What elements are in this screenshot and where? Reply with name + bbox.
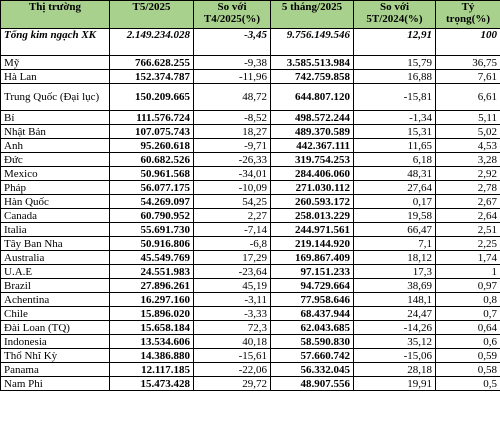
share-cell: 1: [436, 265, 500, 279]
header-t5-2025: T5/2025: [110, 1, 194, 29]
t5-2025-cell: 60.682.526: [110, 153, 194, 167]
t5-2025-cell: 50.961.568: [110, 167, 194, 181]
market-cell: Panama: [1, 363, 110, 377]
t5-2025-cell: 16.297.160: [110, 293, 194, 307]
header-row: [1, 1, 500, 29]
share-cell: 0,8: [436, 293, 500, 307]
t5-2025-cell: 111.576.724: [110, 111, 194, 125]
t5-2025-cell: 15.896.020: [110, 307, 194, 321]
market-cell: Italia: [1, 223, 110, 237]
table-body: [1, 29, 500, 391]
vs-5t-2024-cell: 12,91: [354, 29, 436, 56]
vs-t4-cell: -23,64: [194, 265, 271, 279]
vs-t4-cell: -7,14: [194, 223, 271, 237]
vs-t4-cell: 18,27: [194, 125, 271, 139]
share-cell: 2,78: [436, 181, 500, 195]
market-cell: Brazil: [1, 279, 110, 293]
vs-t4-cell: -15,61: [194, 349, 271, 363]
t5-2025-cell: 152.374.787: [110, 70, 194, 84]
market-cell: Indonesia: [1, 335, 110, 349]
share-cell: 36,75: [436, 56, 500, 70]
vs-5t-2024-cell: 66,47: [354, 223, 436, 237]
market-cell: Nam Phi: [1, 377, 110, 391]
vs-5t-2024-cell: 6,18: [354, 153, 436, 167]
five-months-cell: 94.729.664: [271, 279, 354, 293]
vs-t4-cell: -22,06: [194, 363, 271, 377]
five-months-cell: 77.958.646: [271, 293, 354, 307]
table-row: [1, 223, 500, 237]
table-row: [1, 70, 500, 84]
table-row: [1, 139, 500, 153]
share-cell: 0,59: [436, 349, 500, 363]
share-cell: 6,61: [436, 84, 500, 111]
vs-t4-cell: -3,45: [194, 29, 271, 56]
table-row: [1, 56, 500, 70]
t5-2025-cell: 13.534.606: [110, 335, 194, 349]
five-months-cell: 319.754.253: [271, 153, 354, 167]
table-row: [1, 279, 500, 293]
table-row: [1, 377, 500, 391]
header-vs-t4-2025: So với T4/2025(%): [194, 1, 271, 29]
five-months-cell: 68.437.944: [271, 307, 354, 321]
vs-5t-2024-cell: 18,12: [354, 251, 436, 265]
market-cell: Đài Loan (TQ): [1, 321, 110, 335]
five-months-cell: 271.030.112: [271, 181, 354, 195]
table-row: [1, 84, 500, 111]
five-months-cell: 258.013.229: [271, 209, 354, 223]
market-cell: Nhật Bản: [1, 125, 110, 139]
share-cell: 0,7: [436, 307, 500, 321]
market-cell: Trung Quốc (Đại lục): [1, 84, 110, 111]
share-cell: 2,25: [436, 237, 500, 251]
header-5-months-2025: 5 tháng/2025: [271, 1, 354, 29]
vs-t4-cell: -3,33: [194, 307, 271, 321]
t5-2025-cell: 60.790.952: [110, 209, 194, 223]
t5-2025-cell: 55.691.730: [110, 223, 194, 237]
table-row: [1, 349, 500, 363]
vs-5t-2024-cell: 27,64: [354, 181, 436, 195]
vs-5t-2024-cell: -14,26: [354, 321, 436, 335]
share-cell: 7,61: [436, 70, 500, 84]
vs-5t-2024-cell: 48,31: [354, 167, 436, 181]
t5-2025-cell: 15.658.184: [110, 321, 194, 335]
vs-t4-cell: -8,52: [194, 111, 271, 125]
share-cell: 2,67: [436, 195, 500, 209]
vs-5t-2024-cell: 15,31: [354, 125, 436, 139]
market-cell: U.A.E: [1, 265, 110, 279]
table-row: [1, 237, 500, 251]
vs-t4-cell: -11,96: [194, 70, 271, 84]
share-cell: 1,74: [436, 251, 500, 265]
share-cell: 2,51: [436, 223, 500, 237]
t5-2025-cell: 2.149.234.028: [110, 29, 194, 56]
vs-5t-2024-cell: 15,79: [354, 56, 436, 70]
five-months-cell: 489.370.589: [271, 125, 354, 139]
vs-5t-2024-cell: 11,65: [354, 139, 436, 153]
market-cell: Canada: [1, 209, 110, 223]
vs-5t-2024-cell: 16,88: [354, 70, 436, 84]
vs-5t-2024-cell: 38,69: [354, 279, 436, 293]
share-cell: 0,6: [436, 335, 500, 349]
table-row: [1, 125, 500, 139]
t5-2025-cell: 766.628.255: [110, 56, 194, 70]
five-months-cell: 219.144.920: [271, 237, 354, 251]
share-cell: 5,02: [436, 125, 500, 139]
market-cell: Mỹ: [1, 56, 110, 70]
market-cell: Chile: [1, 307, 110, 321]
table-row: [1, 167, 500, 181]
table-row: [1, 251, 500, 265]
five-months-cell: 3.585.513.984: [271, 56, 354, 70]
five-months-cell: 284.406.060: [271, 167, 354, 181]
five-months-cell: 644.807.120: [271, 84, 354, 111]
market-cell: Thổ Nhĩ Kỳ: [1, 349, 110, 363]
five-months-cell: 498.572.244: [271, 111, 354, 125]
market-cell: Australia: [1, 251, 110, 265]
five-months-cell: 57.660.742: [271, 349, 354, 363]
market-cell: Hà Lan: [1, 70, 110, 84]
table-row: [1, 195, 500, 209]
market-cell: Achentina: [1, 293, 110, 307]
header-market: Thị trường: [1, 1, 110, 29]
market-cell: Bỉ: [1, 111, 110, 125]
vs-t4-cell: -9,38: [194, 56, 271, 70]
vs-5t-2024-cell: -15,81: [354, 84, 436, 111]
five-months-cell: 58.590.830: [271, 335, 354, 349]
share-cell: 3,28: [436, 153, 500, 167]
t5-2025-cell: 95.260.618: [110, 139, 194, 153]
t5-2025-cell: 150.209.665: [110, 84, 194, 111]
market-cell: Đức: [1, 153, 110, 167]
five-months-cell: 244.971.561: [271, 223, 354, 237]
vs-5t-2024-cell: 17,3: [354, 265, 436, 279]
share-cell: 0,58: [436, 363, 500, 377]
five-months-cell: 56.332.045: [271, 363, 354, 377]
vs-5t-2024-cell: -15,06: [354, 349, 436, 363]
market-cell: Tổng kim ngạch XK: [1, 29, 110, 56]
table-row: [1, 293, 500, 307]
table-row: [1, 153, 500, 167]
market-cell: Tây Ban Nha: [1, 237, 110, 251]
vs-t4-cell: 54,25: [194, 195, 271, 209]
table-row: [1, 321, 500, 335]
table-row: [1, 181, 500, 195]
vs-5t-2024-cell: 0,17: [354, 195, 436, 209]
share-cell: 2,64: [436, 209, 500, 223]
share-cell: 0,5: [436, 377, 500, 391]
table-row: [1, 265, 500, 279]
vs-t4-cell: 29,72: [194, 377, 271, 391]
vs-t4-cell: -6,8: [194, 237, 271, 251]
vs-5t-2024-cell: 24,47: [354, 307, 436, 321]
table-row: [1, 209, 500, 223]
t5-2025-cell: 14.386.880: [110, 349, 194, 363]
t5-2025-cell: 27.896.261: [110, 279, 194, 293]
market-cell: Mexico: [1, 167, 110, 181]
vs-t4-cell: 17,29: [194, 251, 271, 265]
vs-t4-cell: -10,09: [194, 181, 271, 195]
five-months-cell: 742.759.858: [271, 70, 354, 84]
share-cell: 5,11: [436, 111, 500, 125]
vs-5t-2024-cell: 7,1: [354, 237, 436, 251]
t5-2025-cell: 12.117.185: [110, 363, 194, 377]
market-cell: Anh: [1, 139, 110, 153]
five-months-cell: 97.151.233: [271, 265, 354, 279]
table-row: [1, 111, 500, 125]
header-share: Tỷ trọng(%): [436, 1, 500, 29]
share-cell: 0,64: [436, 321, 500, 335]
vs-t4-cell: -34,01: [194, 167, 271, 181]
vs-t4-cell: 40,18: [194, 335, 271, 349]
t5-2025-cell: 50.916.806: [110, 237, 194, 251]
vs-5t-2024-cell: 19,58: [354, 209, 436, 223]
vs-t4-cell: -3,11: [194, 293, 271, 307]
vs-t4-cell: 72,3: [194, 321, 271, 335]
share-cell: 0,97: [436, 279, 500, 293]
market-cell: Hàn Quốc: [1, 195, 110, 209]
market-cell: Pháp: [1, 181, 110, 195]
five-months-cell: 442.367.111: [271, 139, 354, 153]
t5-2025-cell: 54.269.097: [110, 195, 194, 209]
t5-2025-cell: 56.077.175: [110, 181, 194, 195]
total-row: [1, 29, 500, 56]
vs-5t-2024-cell: 35,12: [354, 335, 436, 349]
five-months-cell: 48.907.556: [271, 377, 354, 391]
share-cell: 100: [436, 29, 500, 56]
vs-t4-cell: -26,33: [194, 153, 271, 167]
five-months-cell: 260.593.172: [271, 195, 354, 209]
five-months-cell: 62.043.685: [271, 321, 354, 335]
t5-2025-cell: 45.549.769: [110, 251, 194, 265]
table-row: [1, 307, 500, 321]
vs-5t-2024-cell: 28,18: [354, 363, 436, 377]
five-months-cell: 9.756.149.546: [271, 29, 354, 56]
vs-5t-2024-cell: 148,1: [354, 293, 436, 307]
vs-t4-cell: 45,19: [194, 279, 271, 293]
table-row: [1, 335, 500, 349]
vs-t4-cell: -9,71: [194, 139, 271, 153]
header-vs-5t-2024: So với 5T/2024(%): [354, 1, 436, 29]
five-months-cell: 169.867.409: [271, 251, 354, 265]
vs-t4-cell: 2,27: [194, 209, 271, 223]
share-cell: 4,53: [436, 139, 500, 153]
share-cell: 2,92: [436, 167, 500, 181]
vs-5t-2024-cell: -1,34: [354, 111, 436, 125]
t5-2025-cell: 15.473.428: [110, 377, 194, 391]
vs-t4-cell: 48,72: [194, 84, 271, 111]
vs-5t-2024-cell: 19,91: [354, 377, 436, 391]
t5-2025-cell: 107.075.743: [110, 125, 194, 139]
t5-2025-cell: 24.551.983: [110, 265, 194, 279]
table-row: [1, 363, 500, 377]
